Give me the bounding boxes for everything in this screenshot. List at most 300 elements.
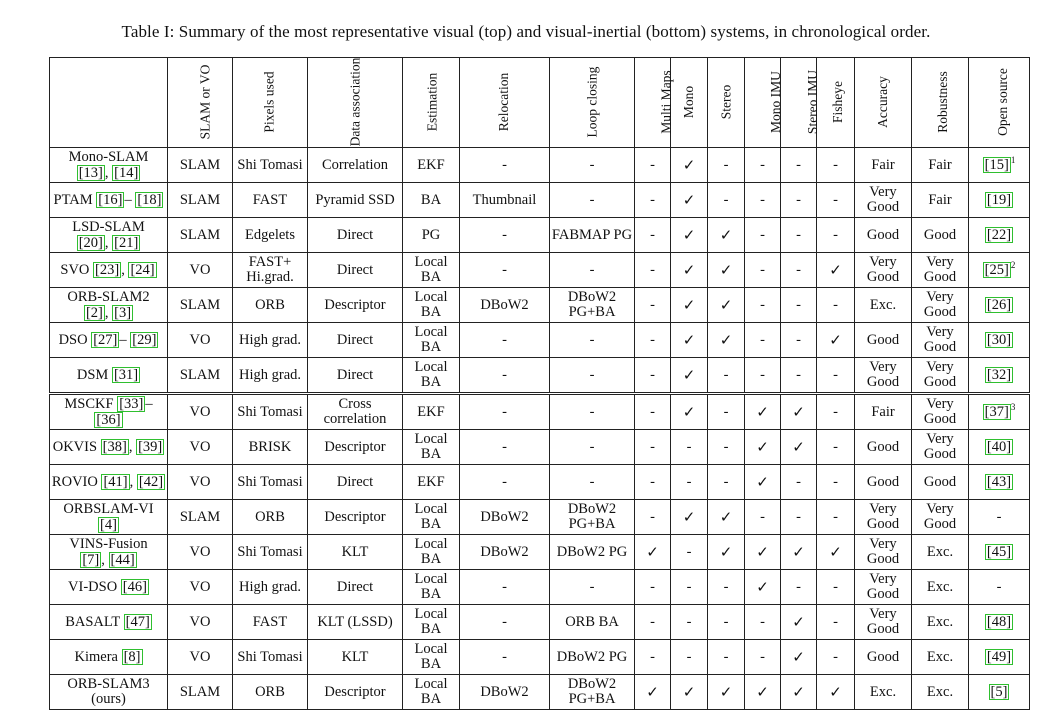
citation-link[interactable]: [14] <box>114 164 139 181</box>
citation-link[interactable]: [24] <box>130 262 155 278</box>
data-cell: - <box>781 253 817 288</box>
data-cell: - <box>635 570 671 605</box>
data-cell: - <box>745 148 781 183</box>
data-cell: Local BA <box>403 358 460 394</box>
citation-separator: , <box>121 262 125 278</box>
data-cell: - <box>745 183 781 218</box>
data-cell: DBoW2 PG+BA <box>550 288 635 323</box>
citation-link[interactable]: [46] <box>122 579 147 595</box>
data-cell: - <box>745 605 781 640</box>
citation-link[interactable]: [23] <box>95 262 120 278</box>
header-cell: Mono <box>671 58 708 148</box>
data-cell: ✓ <box>781 675 817 710</box>
system-name: ROVIO <box>51 474 98 490</box>
data-cell: - <box>460 148 550 183</box>
data-cell: DBoW2 PG <box>550 535 635 570</box>
citation-link[interactable]: [20] <box>78 234 103 251</box>
data-cell: - <box>817 430 855 465</box>
table-row <box>50 218 1030 253</box>
open-source-link[interactable]: [32] <box>986 367 1012 383</box>
table-row <box>50 640 1030 675</box>
data-cell: KLT <box>308 535 403 570</box>
table-row <box>50 535 1030 570</box>
data-cell: - <box>781 148 817 183</box>
data-cell: EKF <box>403 394 460 430</box>
system-name: MSCKF <box>64 396 114 412</box>
citation-link[interactable]: [3] <box>114 304 132 321</box>
data-cell: - <box>671 605 708 640</box>
data-cell: ✓ <box>817 323 855 358</box>
system-name-cell <box>50 394 168 430</box>
system-name-cell <box>50 183 168 218</box>
data-cell: ✓ <box>671 500 708 535</box>
data-cell: DBoW2 <box>460 500 550 535</box>
data-cell: Shi Tomasi <box>233 394 308 430</box>
system-name-cell <box>50 605 168 640</box>
data-cell: ✓ <box>708 500 745 535</box>
data-cell: DBoW2 <box>460 535 550 570</box>
data-cell: BRISK <box>233 430 308 465</box>
data-cell: ✓ <box>745 430 781 465</box>
header-cell: Mono IMU <box>745 58 781 148</box>
data-cell: - <box>635 323 671 358</box>
table-row <box>50 183 1030 218</box>
system-name-cell <box>50 640 168 675</box>
data-cell: - <box>635 394 671 430</box>
data-cell: - <box>817 605 855 640</box>
system-name-cell <box>50 218 168 253</box>
open-source-link[interactable]: [48] <box>986 614 1012 630</box>
data-cell: Very Good <box>912 323 969 358</box>
data-cell: Direct <box>308 323 403 358</box>
data-cell: SLAM <box>168 358 233 394</box>
data-cell: Local BA <box>403 535 460 570</box>
table-row <box>50 358 1030 394</box>
header-cell: Estimation <box>403 58 460 148</box>
table-row <box>50 430 1030 465</box>
citation-separator: , <box>104 164 109 181</box>
data-cell: ✓ <box>817 675 855 710</box>
data-cell: ✓ <box>671 218 708 253</box>
data-cell: Direct <box>308 570 403 605</box>
system-name: ORB-SLAM2 <box>67 288 150 305</box>
data-cell: ✓ <box>708 323 745 358</box>
data-cell: Shi Tomasi <box>233 148 308 183</box>
data-cell: - <box>708 394 745 430</box>
data-cell: Very Good <box>855 500 912 535</box>
citation-separator: , <box>104 304 109 321</box>
header-cell: Stereo <box>708 58 745 148</box>
open-source-link[interactable]: [45] <box>986 544 1012 560</box>
data-cell: - <box>745 640 781 675</box>
data-cell: SLAM <box>168 148 233 183</box>
citation-link[interactable]: [21] <box>114 234 139 251</box>
data-cell: - <box>745 218 781 253</box>
open-source-cell <box>969 394 1030 430</box>
citation-link[interactable]: [38] <box>102 439 127 455</box>
data-cell: Good <box>912 465 969 500</box>
citation-separator: , <box>101 551 105 568</box>
data-cell: EKF <box>403 465 460 500</box>
data-cell: Good <box>855 640 912 675</box>
footnote-marker: 2 <box>1010 260 1016 271</box>
data-cell: Fair <box>855 148 912 183</box>
data-cell: - <box>550 430 635 465</box>
data-cell: Shi Tomasi <box>233 535 308 570</box>
table-row <box>50 148 1030 183</box>
open-source-cell <box>969 535 1030 570</box>
data-cell: ✓ <box>671 358 708 394</box>
system-name: VINS-Fusion <box>69 535 148 552</box>
data-cell: - <box>671 640 708 675</box>
data-cell: - <box>460 253 550 288</box>
header-cell: Loop closing <box>550 58 635 148</box>
data-cell: Very Good <box>855 535 912 570</box>
data-cell: - <box>781 288 817 323</box>
citation-link[interactable]: [4] <box>100 516 117 533</box>
data-cell: VO <box>168 465 233 500</box>
data-cell: Fair <box>912 183 969 218</box>
data-cell: Very Good <box>855 358 912 394</box>
table-row <box>50 394 1030 430</box>
data-cell: - <box>635 253 671 288</box>
open-source-cell <box>969 148 1030 183</box>
open-source-link[interactable]: [25] <box>984 262 1009 278</box>
data-cell: ✓ <box>671 323 708 358</box>
data-cell: High grad. <box>233 323 308 358</box>
open-source-cell <box>969 465 1030 500</box>
data-cell: - <box>745 288 781 323</box>
data-cell: - <box>781 465 817 500</box>
data-cell: Good <box>855 218 912 253</box>
citation-link[interactable]: [27] <box>93 332 118 348</box>
data-cell: - <box>671 465 708 500</box>
system-name-cell <box>50 570 168 605</box>
data-cell: ✓ <box>671 253 708 288</box>
open-source-link[interactable]: [40] <box>986 439 1012 455</box>
system-name: VI-DSO <box>68 579 118 595</box>
data-cell: ✓ <box>745 570 781 605</box>
data-cell: ✓ <box>671 148 708 183</box>
table-row <box>50 570 1030 605</box>
data-cell: Direct <box>308 465 403 500</box>
table-row <box>50 288 1030 323</box>
data-cell: - <box>550 394 635 430</box>
open-source-link[interactable]: [5] <box>990 684 1008 700</box>
data-cell: SLAM <box>168 183 233 218</box>
open-source-cell <box>969 500 1030 535</box>
header-cell: Fisheye <box>817 58 855 148</box>
data-cell: - <box>635 465 671 500</box>
data-cell: - <box>817 465 855 500</box>
data-cell: - <box>708 430 745 465</box>
data-cell: ✓ <box>635 535 671 570</box>
data-cell: - <box>817 218 855 253</box>
open-source-link[interactable]: [30] <box>986 332 1012 348</box>
system-name: ORBSLAM-VI <box>63 500 154 517</box>
data-cell: - <box>635 288 671 323</box>
data-cell: ✓ <box>745 394 781 430</box>
citation-link[interactable]: [39] <box>138 439 163 455</box>
open-source-link[interactable]: [19] <box>986 192 1012 208</box>
data-cell: Shi Tomasi <box>233 640 308 675</box>
data-cell: - <box>781 500 817 535</box>
data-cell: ✓ <box>708 535 745 570</box>
system-name: PTAM <box>53 192 93 208</box>
data-cell: VO <box>168 253 233 288</box>
citation-link[interactable]: [44] <box>110 551 135 568</box>
citation-separator: – <box>124 192 132 208</box>
header-cell: Open source <box>969 58 1030 148</box>
data-cell: Very Good <box>855 605 912 640</box>
data-cell: - <box>460 465 550 500</box>
open-source-link[interactable]: [15] <box>984 157 1009 173</box>
data-cell: - <box>781 323 817 358</box>
data-cell: FAST+ Hi.grad. <box>233 253 308 288</box>
data-cell: ORB BA <box>550 605 635 640</box>
data-cell: - <box>817 394 855 430</box>
data-cell: ✓ <box>671 394 708 430</box>
citation-link[interactable]: [42] <box>138 474 164 490</box>
open-source-cell <box>969 288 1030 323</box>
data-cell: Good <box>855 465 912 500</box>
citation-link[interactable]: [16] <box>98 192 123 208</box>
data-cell: - <box>708 465 745 500</box>
system-name-cell <box>50 323 168 358</box>
citation-link[interactable]: [36] <box>96 412 121 428</box>
data-cell: Very Good <box>912 288 969 323</box>
system-name-cell <box>50 288 168 323</box>
header-system <box>50 58 168 148</box>
open-source-cell <box>969 183 1030 218</box>
open-source-link[interactable]: [49] <box>986 649 1012 665</box>
data-cell: ✓ <box>781 535 817 570</box>
data-cell: Local BA <box>403 253 460 288</box>
system-name-cell <box>50 253 168 288</box>
citation-link[interactable]: [47] <box>125 614 150 630</box>
data-cell: DBoW2 <box>460 288 550 323</box>
data-cell: Exc. <box>912 640 969 675</box>
citation-separator: – <box>119 332 127 348</box>
data-cell: SLAM <box>168 288 233 323</box>
data-cell: High grad. <box>233 358 308 394</box>
data-cell: Very Good <box>912 430 969 465</box>
data-cell: EKF <box>403 148 460 183</box>
data-cell: VO <box>168 394 233 430</box>
table-row <box>50 675 1030 710</box>
open-source-cell <box>969 570 1030 605</box>
data-cell: FAST <box>233 605 308 640</box>
citation-link[interactable]: [2] <box>85 304 103 321</box>
table-row <box>50 323 1030 358</box>
data-cell: ✓ <box>817 253 855 288</box>
data-cell: Very Good <box>912 253 969 288</box>
citation-link[interactable]: [18] <box>137 192 162 208</box>
data-cell: ✓ <box>708 218 745 253</box>
data-cell: Local BA <box>403 640 460 675</box>
system-name: DSM <box>76 367 109 383</box>
data-cell: DBoW2 PG <box>550 640 635 675</box>
data-cell: ✓ <box>708 253 745 288</box>
data-cell: - <box>745 323 781 358</box>
data-cell: DBoW2 PG+BA <box>550 500 635 535</box>
data-cell: ✓ <box>781 605 817 640</box>
data-cell: Very Good <box>912 500 969 535</box>
header-cell: SLAM or VO <box>168 58 233 148</box>
data-cell: ✓ <box>745 465 781 500</box>
open-source-cell <box>969 605 1030 640</box>
citation-link[interactable]: [8] <box>123 649 141 665</box>
data-cell: Fair <box>912 148 969 183</box>
data-cell: DBoW2 <box>460 675 550 710</box>
system-name: ORB-SLAM3 <box>67 676 150 692</box>
system-name-cell <box>50 675 168 710</box>
data-cell: - <box>671 430 708 465</box>
footnote-marker: 3 <box>1010 402 1016 413</box>
open-source-link[interactable]: [37] <box>984 404 1009 420</box>
data-cell: - <box>460 640 550 675</box>
data-cell: - <box>781 218 817 253</box>
table-body <box>50 148 1030 710</box>
open-source-cell <box>969 218 1030 253</box>
system-subtitle: (ours) <box>91 691 126 707</box>
table-row <box>50 500 1030 535</box>
data-cell: SLAM <box>168 218 233 253</box>
data-cell: VO <box>168 535 233 570</box>
data-cell: ✓ <box>745 535 781 570</box>
system-name-cell <box>50 465 168 500</box>
data-cell: ORB <box>233 675 308 710</box>
header-cell: Robustness <box>912 58 969 148</box>
header-cell: Stereo IMU <box>781 58 817 148</box>
data-cell: VO <box>168 430 233 465</box>
data-cell: Good <box>912 218 969 253</box>
citation-link[interactable]: [7] <box>82 551 100 568</box>
system-name: LSD-SLAM <box>72 218 145 235</box>
open-source-cell <box>969 323 1030 358</box>
data-cell: - <box>635 430 671 465</box>
data-cell: Exc. <box>855 675 912 710</box>
citation-link[interactable]: [31] <box>113 367 139 383</box>
table-row <box>50 605 1030 640</box>
data-cell: ORB <box>233 288 308 323</box>
data-cell: - <box>460 394 550 430</box>
open-source-cell <box>969 253 1030 288</box>
citation-link[interactable]: [41] <box>103 474 128 490</box>
data-cell: FAST <box>233 183 308 218</box>
data-cell: Good <box>855 430 912 465</box>
data-cell: Fair <box>855 394 912 430</box>
citation-link[interactable]: [29] <box>132 332 157 348</box>
data-cell: VO <box>168 640 233 675</box>
summary-table <box>49 57 1030 710</box>
data-cell: Cross correlation <box>308 394 403 430</box>
data-cell: - <box>708 605 745 640</box>
data-cell: - <box>635 640 671 675</box>
data-cell: - <box>460 323 550 358</box>
open-source-link[interactable]: [22] <box>986 227 1012 243</box>
data-cell: ✓ <box>708 288 745 323</box>
data-cell: - <box>708 148 745 183</box>
data-cell: Direct <box>308 253 403 288</box>
data-cell: KLT <box>308 640 403 675</box>
data-cell: High grad. <box>233 570 308 605</box>
header-cell: Accuracy <box>855 58 912 148</box>
system-name-cell <box>50 430 168 465</box>
header-row <box>50 58 1030 148</box>
data-cell: - <box>460 358 550 394</box>
data-cell: ✓ <box>745 675 781 710</box>
system-name-cell <box>50 148 168 183</box>
data-cell: - <box>550 323 635 358</box>
data-cell: - <box>635 500 671 535</box>
data-cell: DBoW2 PG+BA <box>550 675 635 710</box>
data-cell: - <box>781 183 817 218</box>
data-cell: Local BA <box>403 288 460 323</box>
system-name: SVO <box>60 262 90 278</box>
data-cell: ORB <box>233 500 308 535</box>
citation-link[interactable]: [13] <box>78 164 103 181</box>
system-name: Kimera <box>74 649 118 665</box>
data-cell: - <box>550 253 635 288</box>
data-cell: ✓ <box>671 675 708 710</box>
data-cell: PG <box>403 218 460 253</box>
data-cell: - <box>635 218 671 253</box>
data-cell: Edgelets <box>233 218 308 253</box>
data-cell: Descriptor <box>308 288 403 323</box>
data-cell: ✓ <box>817 535 855 570</box>
data-cell: - <box>460 570 550 605</box>
data-cell: Direct <box>308 218 403 253</box>
data-cell: - <box>635 148 671 183</box>
system-name: BASALT <box>65 614 120 630</box>
data-cell: - <box>550 183 635 218</box>
data-cell: - <box>817 570 855 605</box>
data-cell: VO <box>168 323 233 358</box>
data-cell: Shi Tomasi <box>233 465 308 500</box>
open-source-link[interactable]: [26] <box>986 297 1012 313</box>
data-cell: - <box>550 358 635 394</box>
data-cell: Correlation <box>308 148 403 183</box>
data-cell: ✓ <box>781 640 817 675</box>
table-caption: Table I: Summary of the most representative visual (top) and visual-inertial (bottom) systems, in chronological order. <box>121 22 931 41</box>
data-cell: - <box>708 358 745 394</box>
data-cell: Direct <box>308 358 403 394</box>
data-cell: Local BA <box>403 570 460 605</box>
data-cell: - <box>671 570 708 605</box>
data-cell: Descriptor <box>308 430 403 465</box>
data-cell: BA <box>403 183 460 218</box>
citation-separator: , <box>128 439 133 455</box>
system-name-cell <box>50 500 168 535</box>
data-cell: - <box>817 358 855 394</box>
header-cell: Data association <box>308 58 403 148</box>
data-cell: KLT (LSSD) <box>308 605 403 640</box>
data-cell: Local BA <box>403 430 460 465</box>
open-source-cell <box>969 675 1030 710</box>
data-cell: Thumbnail <box>460 183 550 218</box>
data-cell: Very Good <box>855 570 912 605</box>
data-cell: Exc. <box>912 605 969 640</box>
data-cell: - <box>550 465 635 500</box>
data-cell: - <box>817 183 855 218</box>
data-cell: Exc. <box>855 288 912 323</box>
data-cell: Local BA <box>403 500 460 535</box>
citation-link[interactable]: [33] <box>119 396 144 412</box>
data-cell: - <box>708 570 745 605</box>
data-cell: - <box>550 148 635 183</box>
open-source-link[interactable]: [43] <box>986 474 1012 490</box>
